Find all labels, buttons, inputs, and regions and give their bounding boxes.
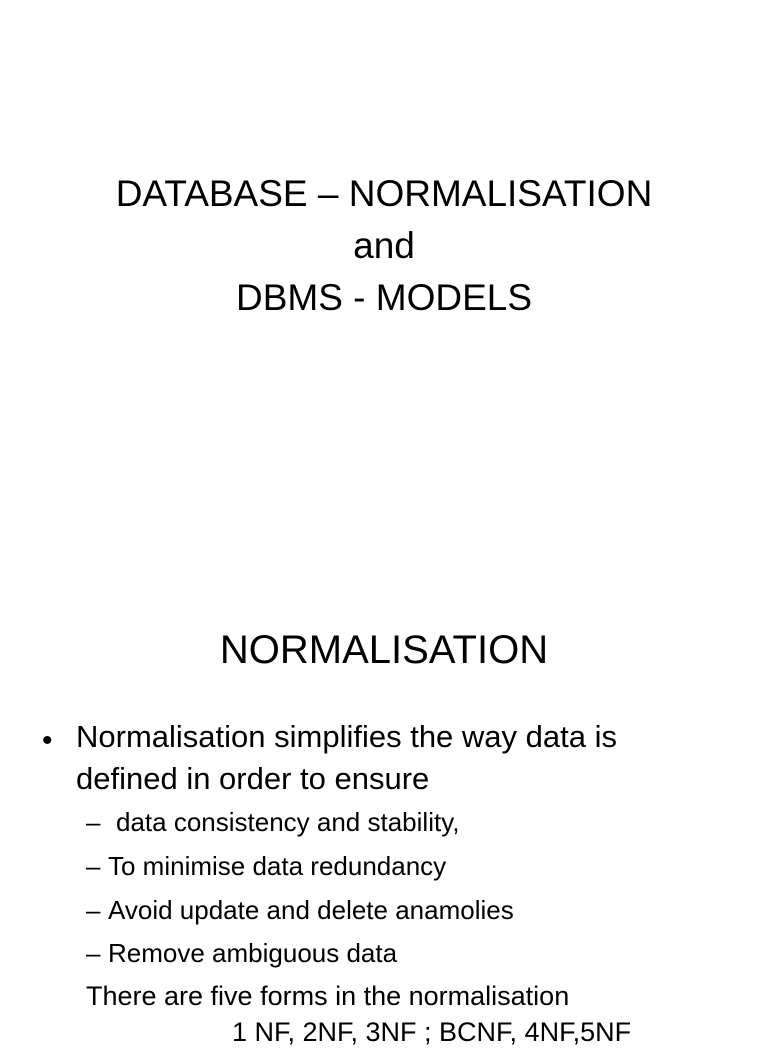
dash-marker: – (86, 807, 101, 837)
sub-item (86, 894, 514, 926)
sub-item (86, 850, 446, 882)
dash-marker: – (86, 938, 101, 968)
sub-item-text: To minimise data redundancy (108, 851, 447, 881)
title-line-3: DBMS - MODELS (235, 277, 533, 318)
dash-marker: – (86, 895, 101, 925)
forms-note: There are five forms in the normalisation (86, 981, 570, 1011)
normalisation-slide (0, 576, 768, 1047)
sub-item (86, 806, 459, 838)
slide-title (0, 168, 768, 324)
sub-item-text: Remove ambiguous data (108, 938, 398, 968)
forms-list: 1 NF, 2NF, 3NF ; BCNF, 4NF,5NF (232, 1017, 632, 1047)
bullet-marker: • (42, 724, 53, 757)
dash-marker: – (86, 851, 101, 881)
sub-item (86, 937, 397, 969)
bullet-text: Normalisation simplifies the way data is defined in order to ensure (76, 719, 617, 796)
title-line-1: DATABASE – NORMALISATION (115, 173, 653, 214)
slide-heading: NORMALISATION (219, 628, 549, 672)
sub-item-text: data consistency and stability, (116, 807, 460, 837)
sub-item-text: Avoid update and delete anamolies (108, 895, 514, 925)
title-line-2: and (353, 225, 415, 266)
